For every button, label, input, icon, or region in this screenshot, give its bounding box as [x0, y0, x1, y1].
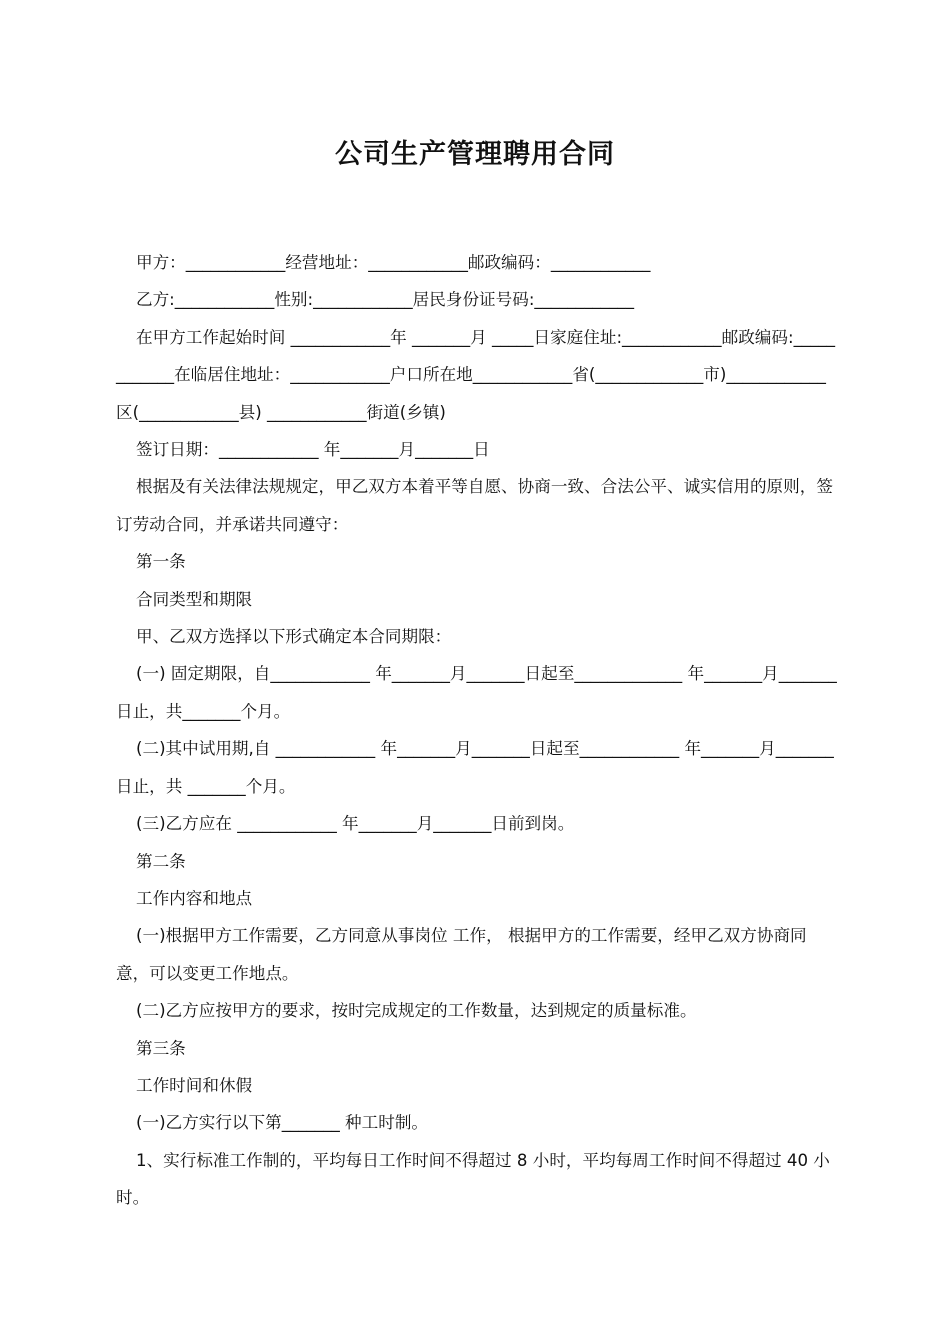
article-2-title: 工作内容和地点 — [136, 888, 253, 908]
paragraph-work-content: (一)根据甲方工作需要，乙方同意从事岗位 工作， 根据甲方的工作需要，经甲乙双方协商同意，可以变更工作地点。 — [116, 926, 807, 983]
article-3-heading: 第三条 — [136, 1038, 186, 1058]
paragraph-start-and-address: 在甲方工作起始时间 ____________年 _______月 _____日家庭住址:____________邮政编码:____________在临居住地址：____________户口所在地____________省(_____________市)____________ 区(____________县) ____________街道(乡镇) — [116, 327, 836, 422]
paragraph-sign-date: 签订日期：____________ 年_______月_______日 — [136, 440, 490, 460]
article-1-title: 合同类型和期限 — [136, 589, 253, 609]
paragraph-term-intro: 甲、乙双方选择以下形式确定本合同期限： — [136, 627, 452, 647]
article-3-title: 工作时间和休假 — [136, 1075, 253, 1095]
paragraph-probation: (二)其中试用期,自 ____________ 年_______月_______日起至____________ 年_______月_______日止，共 _______个月。 — [116, 739, 834, 796]
article-1-heading: 第一条 — [136, 552, 186, 572]
paragraph-report-date: (三)乙方应在 ____________ 年_______月_______日前到岗。 — [136, 814, 575, 834]
document-title: 公司生产管理聘用合同 — [335, 139, 615, 170]
document-body — [116, 244, 838, 1217]
paragraph-work-quality: (二)乙方应按甲方的要求，按时完成规定的工作数量，达到规定的质量标准。 — [136, 1001, 697, 1021]
paragraph-standard-hours: 1、实行标准工作制的，平均每日工作时间不得超过 8 小时，平均每周工作时间不得超过 40 小时。 — [116, 1150, 830, 1208]
paragraph-party-b: 乙方:____________性别:____________居民身份证号码:____________ — [136, 290, 634, 310]
paragraph-work-hours-system: (一)乙方实行以下第_______ 种工时制。 — [136, 1113, 429, 1133]
paragraph-fixed-term: (一) 固定期限，自____________ 年_______月_______日起至_____________ 年_______月_______日止，共_______个月。 — [116, 664, 837, 721]
article-2-heading: 第二条 — [136, 851, 186, 871]
paragraph-preamble: 根据及有关法律法规规定，甲乙双方本着平等自愿、协商一致、合法公平、诚实信用的原则，签订劳动合同，并承诺共同遵守： — [116, 477, 833, 534]
paragraph-party-a: 甲方：____________经营地址：____________邮政编码：____________ — [136, 253, 651, 272]
